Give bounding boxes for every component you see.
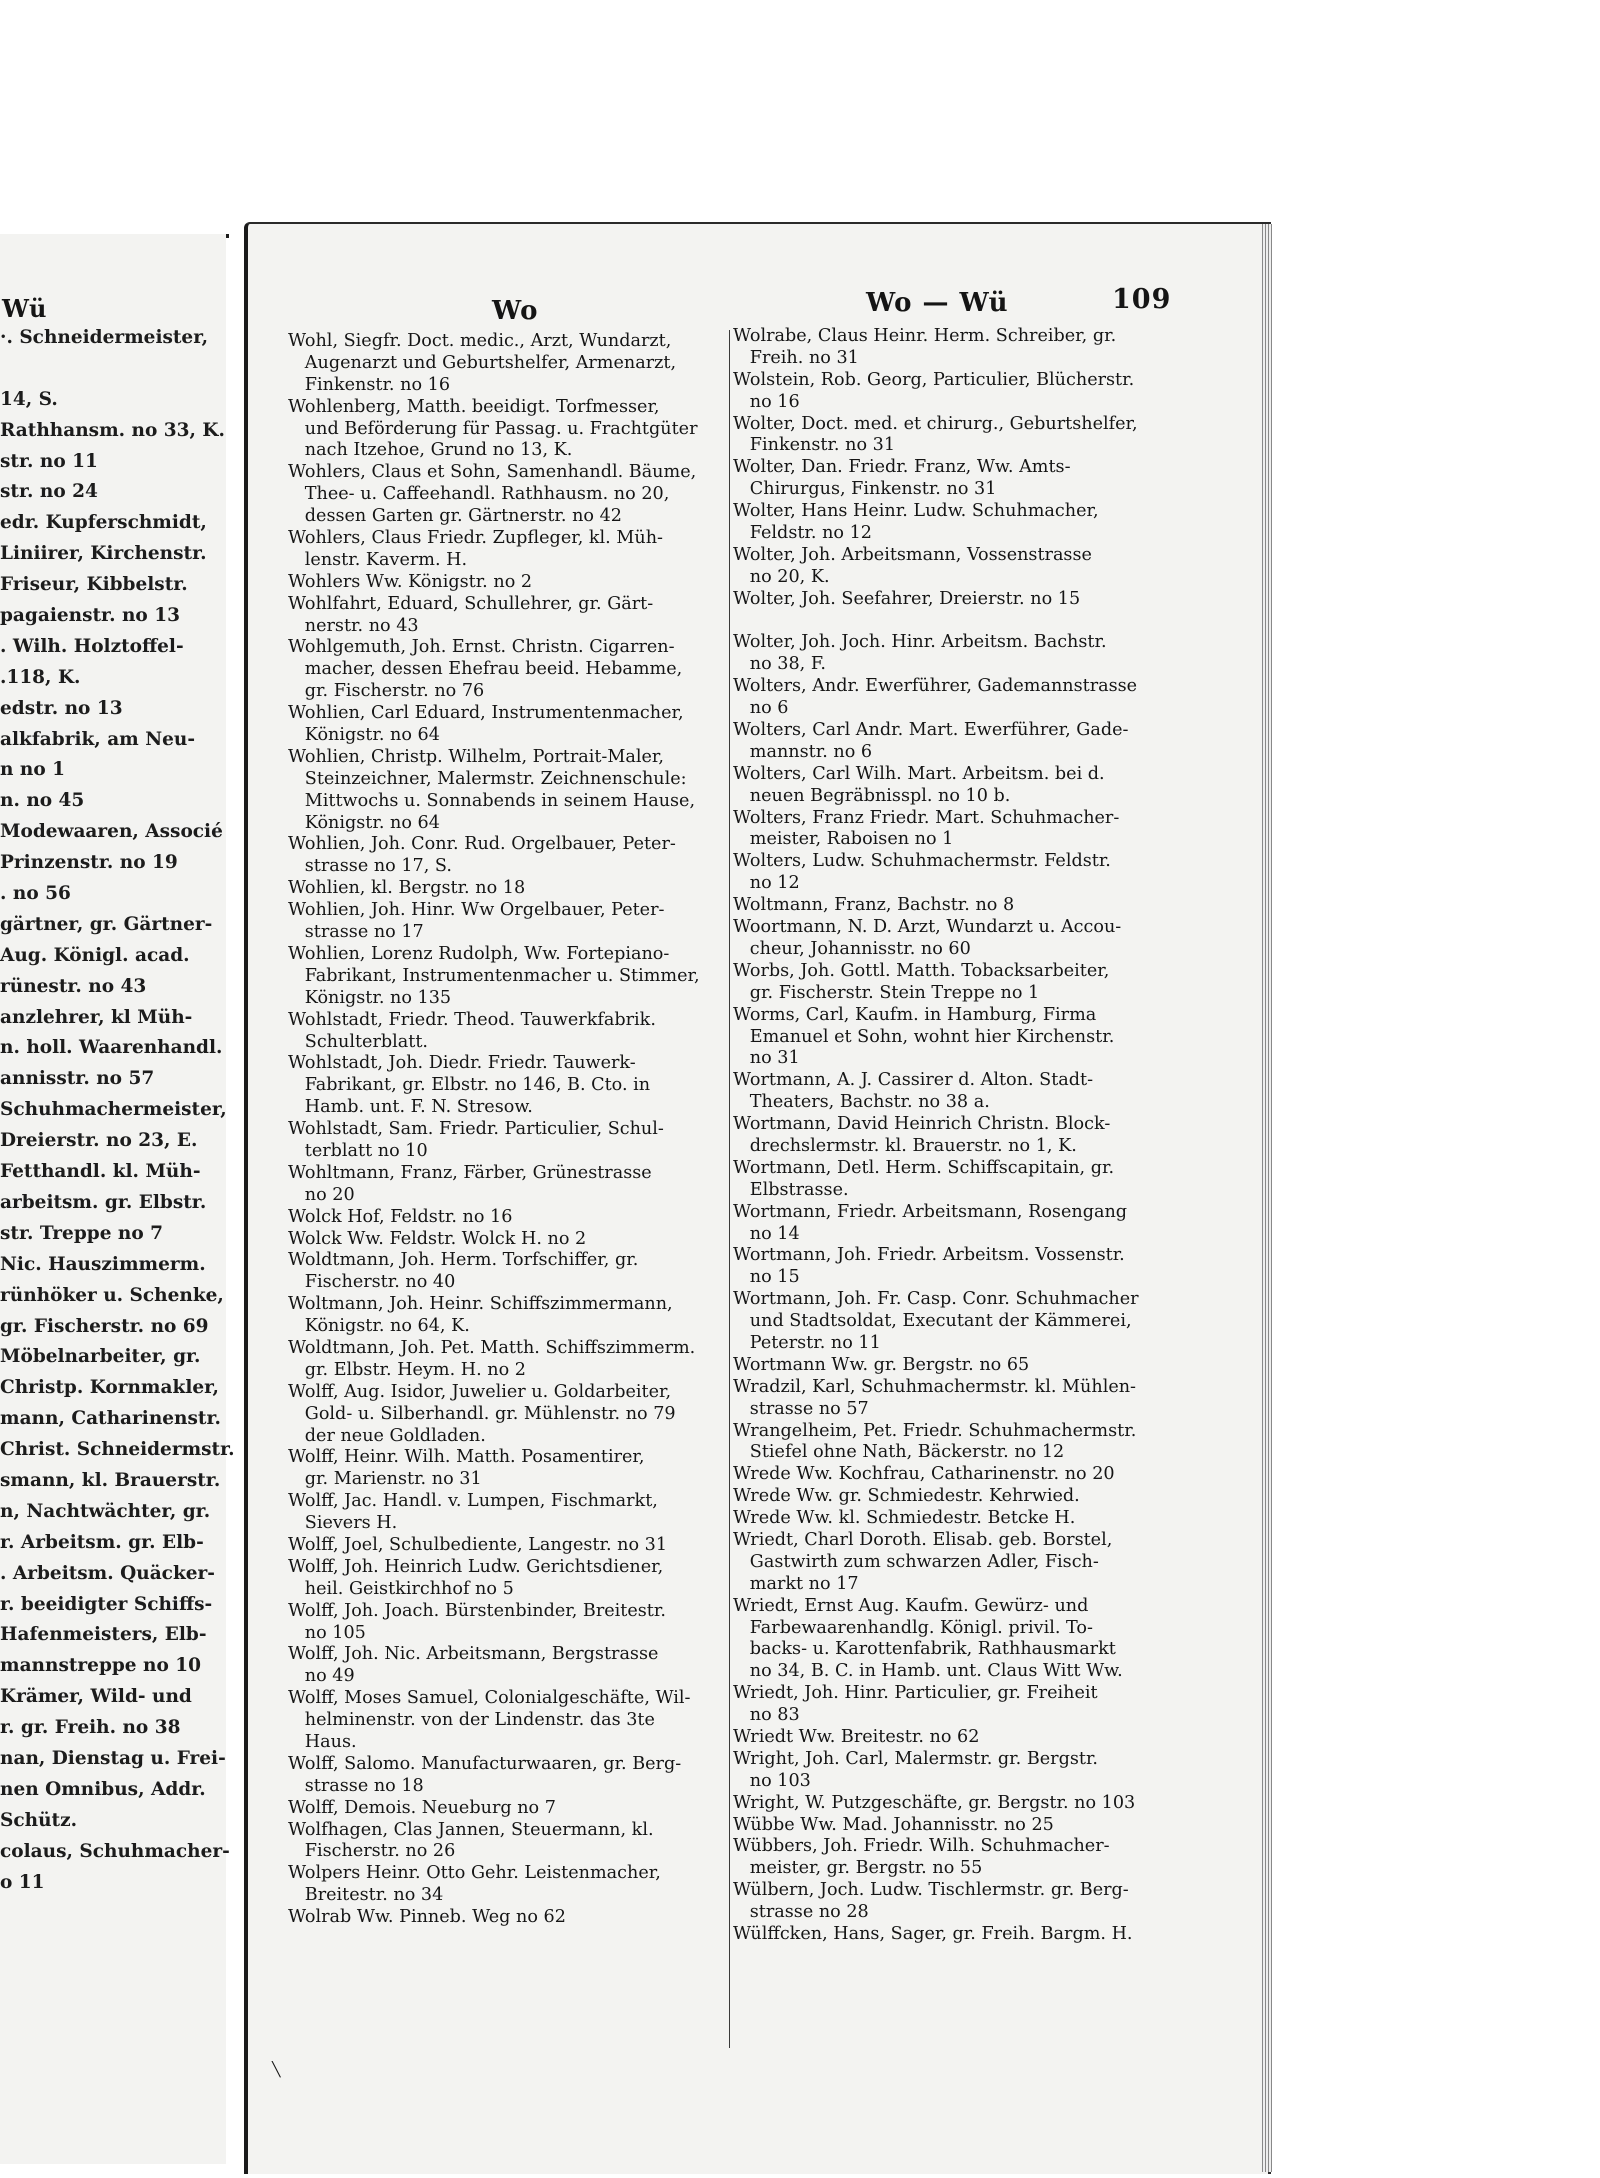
directory-entry-line: str. Treppe no 7 <box>0 1222 164 1244</box>
directory-entry-line: Wohlien, Christp. Wilhelm, Portrait-Maler, <box>288 746 664 767</box>
directory-entry-line: nach Itzehoe, Grund no 13, K. <box>288 440 573 461</box>
directory-entry-line: strasse no 28 <box>733 1902 869 1923</box>
middle-column-entries <box>288 331 700 1929</box>
directory-entry-line: Schuhmachermeister, <box>0 1099 227 1121</box>
directory-entry-line: Wradzil, Karl, Schuhmachermstr. kl. Mühlen- <box>733 1376 1137 1397</box>
directory-entry-line: . Arbeitsm. Quäcker- <box>0 1562 215 1584</box>
directory-entry-line: Sievers H. <box>288 1513 398 1534</box>
directory-entry-line: strasse no 17, S. <box>288 856 452 877</box>
directory-entry-line: Wohl, Siegfr. Doct. medic., Arzt, Wundarzt, <box>288 331 672 351</box>
directory-entry-line: Fetthandl. kl. Müh- <box>0 1161 201 1183</box>
directory-entry-line: Wriedt, Charl Doroth. Elisab. geb. Borstel, <box>733 1529 1113 1550</box>
directory-entry-line: Haus. <box>288 1732 357 1752</box>
directory-entry-line: Wolter, Dan. Friedr. Franz, Ww. Amts- <box>733 457 1071 478</box>
left-page-entries <box>0 323 235 1898</box>
directory-entry-line: lenstr. Kaverm. H. <box>288 549 468 570</box>
directory-entry-line: heil. Geistkirchhof no 5 <box>288 1578 514 1599</box>
directory-entry-line: Wohlers, Claus et Sohn, Samenhandl. Bäume, <box>288 462 697 483</box>
directory-entry-line: Wriedt, Joh. Hinr. Particulier, gr. Freiheit <box>733 1683 1098 1704</box>
directory-entry-line: Woldtmann, Joh. Pet. Matth. Schiffszimmerm. <box>288 1337 696 1358</box>
directory-entry-line <box>0 354 235 385</box>
directory-entry-line: Krämer, Wild- und <box>0 1686 192 1708</box>
right-page-header-right: Wo — Wü <box>866 288 1009 318</box>
directory-entry-line: Wriedt Ww. Breitestr. no 62 <box>733 1727 980 1747</box>
directory-entry-line: Wohlien, Joh. Conr. Rud. Orgelbauer, Peter- <box>288 834 676 855</box>
directory-entry-line: r. beeidigter Schiffs- <box>0 1593 213 1615</box>
directory-entry-line: Wortmann, Joh. Friedr. Arbeitsm. Vossenstr. <box>733 1245 1125 1266</box>
directory-entry-line: Wolfhagen, Clas Jannen, Steuermann, kl. <box>288 1819 654 1840</box>
directory-entry-line: Chirurgus, Finkenstr. no 31 <box>733 479 997 500</box>
directory-entry-line: Wolff, Salomo. Manufacturwaaren, gr. Berg- <box>288 1753 682 1774</box>
directory-entry-line: Wohlien, kl. Bergstr. no 18 <box>288 878 526 899</box>
directory-entry-line: Woltmann, Franz, Bachstr. no 8 <box>733 895 1015 916</box>
directory-entry-line: str. no 24 <box>0 481 98 503</box>
directory-entry-line: no 20 <box>288 1184 355 1205</box>
directory-entry-line: mann, Catharinenstr. <box>0 1408 221 1430</box>
directory-entry-line: no 6 <box>733 698 789 719</box>
directory-entry-line: nerstr. no 43 <box>288 615 419 636</box>
directory-entry-line: Wolff, Moses Samuel, Colonialgeschäfte, Wil- <box>288 1688 691 1709</box>
left-page-header: Wü <box>2 294 48 323</box>
directory-entry-line: rünestr. no 43 <box>0 975 147 997</box>
directory-entry-line: no 38, F. <box>733 654 826 675</box>
directory-entry-line: Wohlstadt, Sam. Friedr. Particulier, Schul- <box>288 1119 664 1140</box>
directory-entry-line: Wortmann, Detl. Herm. Schiffscapitain, gr. <box>733 1157 1115 1178</box>
directory-entry-line: no 12 <box>733 873 800 894</box>
directory-entry-line: n. no 45 <box>0 790 85 812</box>
directory-entry-line: Gold- u. Silberhandl. gr. Mühlenstr. no 79 <box>288 1403 676 1424</box>
directory-entry-line: Königstr. no 64 <box>288 812 440 833</box>
directory-entry-line: cheur, Johannisstr. no 60 <box>733 938 971 959</box>
directory-entry-line: . no 56 <box>0 883 71 905</box>
directory-entry-line: Wohlers, Claus Friedr. Zupfleger, kl. Müh- <box>288 528 663 549</box>
directory-entry-line: Fabrikant, gr. Elbstr. no 146, B. Cto. in <box>288 1075 651 1096</box>
directory-entry-line: Peterstr. no 11 <box>733 1332 881 1353</box>
directory-entry-line: neuen Begräbnisspl. no 10 b. <box>733 785 1011 806</box>
directory-entry-line: macher, dessen Ehefrau beeid. Hebamme, <box>288 659 683 680</box>
directory-entry-line: Christ. Schneidermstr. <box>0 1439 235 1461</box>
directory-entry-line: Breitestr. no 34 <box>288 1885 444 1906</box>
page-fore-edge <box>1262 224 1272 2172</box>
directory-entry-line: Woortmann, N. D. Arzt, Wundarzt u. Accou- <box>733 917 1122 938</box>
directory-entry-line: Wolters, Franz Friedr. Mart. Schuhmacher- <box>733 807 1120 828</box>
directory-entry-line: Stiefel ohne Nath, Bäckerstr. no 12 <box>733 1442 1065 1463</box>
directory-entry-line: Hamb. unt. F. N. Stresow. <box>288 1097 533 1118</box>
directory-entry-line: r. Arbeitsm. gr. Elb- <box>0 1531 204 1553</box>
directory-entry-line: Prinzenstr. no 19 <box>0 852 178 874</box>
directory-entry-line: Königstr. no 64 <box>288 725 440 746</box>
directory-entry-line: Wolff, Aug. Isidor, Juwelier u. Goldarbeiter, <box>288 1381 672 1402</box>
directory-entry-line: edr. Kupferschmidt, <box>0 512 207 534</box>
directory-entry-line: Wright, Joh. Carl, Malermstr. gr. Bergstr. <box>733 1748 1099 1769</box>
directory-entry-line: Wolstein, Rob. Georg, Particulier, Blücherstr. <box>733 369 1135 390</box>
directory-entry-line: Fabrikant, Instrumentenmacher u. Stimmer, <box>288 965 700 986</box>
directory-entry-line: no 16 <box>733 391 800 412</box>
directory-entry-line: Wolff, Joel, Schulbediente, Langestr. no 31 <box>288 1534 668 1555</box>
directory-entry-line: Schulterblatt. <box>288 1031 428 1052</box>
directory-entry-line: Wolff, Joh. Joach. Bürstenbinder, Breitestr. <box>288 1600 666 1621</box>
directory-entry-line: Feldstr. no 12 <box>733 523 872 544</box>
directory-entry-line: Schütz. <box>0 1809 78 1831</box>
directory-entry-line: n. holl. Waarenhandl. <box>0 1037 223 1059</box>
directory-entry-line: Wübbers, Joh. Friedr. Wilh. Schuhmacher- <box>733 1836 1110 1857</box>
directory-entry-line: Wolff, Heinr. Wilh. Matth. Posamentirer, <box>288 1447 645 1468</box>
directory-entry-line: der neue Goldladen. <box>288 1425 486 1446</box>
directory-entry-line: Wohlfahrt, Eduard, Schullehrer, gr. Gärt- <box>288 593 654 614</box>
directory-entry-line: gr. Elbstr. Heym. H. no 2 <box>288 1359 526 1380</box>
directory-entry-line: Wolter, Joh. Arbeitsmann, Vossenstrasse <box>733 544 1092 565</box>
directory-entry-line: markt no 17 <box>733 1573 859 1594</box>
right-column-entries <box>733 326 1139 1946</box>
directory-entry-line: strasse no 18 <box>288 1775 424 1796</box>
directory-entry-line: r. gr. Freih. no 38 <box>0 1717 181 1739</box>
directory-entry-line: rünhöker u. Schenke, <box>0 1284 224 1306</box>
directory-entry-line: Wortmann, Friedr. Arbeitsmann, Rosengang <box>733 1201 1128 1222</box>
directory-entry-line: Freih. no 31 <box>733 347 859 368</box>
page-number: 109 <box>1112 284 1172 315</box>
directory-entry-line: no 103 <box>733 1770 811 1791</box>
directory-entry-line: .118, K. <box>0 666 81 688</box>
directory-entry-line: Worbs, Joh. Gottl. Matth. Tobacksarbeiter, <box>733 960 1110 981</box>
directory-entry-line: Finkenstr. no 16 <box>288 374 451 395</box>
directory-entry-line: Wolck Hof, Feldstr. no 16 <box>288 1206 513 1227</box>
directory-entry-line: nen Omnibus, Addr. <box>0 1778 206 1800</box>
directory-entry-line: Wolpers Heinr. Otto Gehr. Leistenmacher, <box>288 1863 661 1884</box>
directory-entry-line: Wortmann, Joh. Fr. Casp. Conr. Schuhmacher <box>733 1289 1139 1310</box>
directory-entry-line: strasse no 17 <box>288 922 424 943</box>
directory-entry-line: n no 1 <box>0 759 65 781</box>
directory-entry-line: Woltmann, Joh. Heinr. Schiffszimmermann, <box>288 1294 673 1315</box>
directory-entry-line: Wülbern, Joch. Ludw. Tischlermstr. gr. Berg- <box>733 1880 1129 1901</box>
directory-entry-line: 14, S. <box>0 388 58 410</box>
directory-entry-line: Emanuel et Sohn, wohnt hier Kirchenstr. <box>733 1026 1115 1047</box>
directory-entry-line: Wolff, Joh. Nic. Arbeitsmann, Bergstrasse <box>288 1644 659 1665</box>
directory-entry-line: Königstr. no 135 <box>288 987 452 1008</box>
directory-entry-line: Königstr. no 64, K. <box>288 1316 470 1337</box>
directory-entry-line: Wolter, Doct. med. et chirurg., Geburtshelfer, <box>733 413 1138 434</box>
directory-entry-line: Wolff, Demois. Neueburg no 7 <box>288 1797 556 1818</box>
directory-entry-line: Hafenmeisters, Elb- <box>0 1624 207 1646</box>
directory-entry-line: annisstr. no 57 <box>0 1068 155 1090</box>
directory-entry-line: nan, Dienstag u. Frei- <box>0 1747 226 1769</box>
directory-entry-line: no 49 <box>288 1666 355 1687</box>
directory-entry-line: no 14 <box>733 1223 800 1244</box>
directory-entry-line: Aug. Königl. acad. <box>0 944 190 966</box>
directory-entry-line: Finkenstr. no 31 <box>733 435 896 456</box>
directory-entry-line: strasse no 57 <box>733 1398 869 1419</box>
directory-entry-line: colaus, Schuhmacher- <box>0 1840 230 1862</box>
directory-entry-line: Wolck Ww. Feldstr. Wolck H. no 2 <box>288 1228 587 1249</box>
directory-entry-line: Wolff, Joh. Heinrich Ludw. Gerichtsdiener, <box>288 1556 664 1577</box>
directory-entry-line: edstr. no 13 <box>0 697 123 719</box>
directory-entry-line: Möbelnarbeiter, gr. <box>0 1346 201 1368</box>
directory-entry-line: no 83 <box>733 1705 800 1726</box>
directory-entry-line: Wortmann Ww. gr. Bergstr. no 65 <box>733 1354 1030 1375</box>
directory-entry-line: Fischerstr. no 40 <box>288 1272 456 1293</box>
directory-entry-line: Wolrabe, Claus Heinr. Herm. Schreiber, gr. <box>733 326 1117 346</box>
directory-entry-line: Wriedt, Ernst Aug. Kaufm. Gewürz- und <box>733 1595 1089 1616</box>
directory-entry-line: str. no 11 <box>0 450 98 472</box>
directory-entry-line: Wohlenberg, Matth. beeidigt. Torfmesser, <box>288 396 660 417</box>
directory-entry-line: backs- u. Karottenfabrik, Rathhausmarkt <box>733 1639 1116 1660</box>
directory-entry-line: no 31 <box>733 1048 800 1069</box>
directory-entry-line: Wolter, Hans Heinr. Ludw. Schuhmacher, <box>733 501 1099 522</box>
directory-entry-line: Wright, W. Putzgeschäfte, gr. Bergstr. no 103 <box>733 1792 1136 1813</box>
directory-entry-line: Woldtmann, Joh. Herm. Torfschiffer, gr. <box>288 1250 639 1271</box>
directory-entry-line: und Stadtsoldat, Executant der Kämmerei, <box>733 1311 1132 1332</box>
directory-entry-line: Wülffcken, Hans, Sager, gr. Freih. Bargm. H. <box>733 1924 1133 1945</box>
directory-entry-line: mannstr. no 6 <box>733 741 873 762</box>
directory-entry-line: Fischerstr. no 26 <box>288 1841 456 1862</box>
directory-entry-line: Wohlien, Carl Eduard, Instrumentenmacher, <box>288 703 684 724</box>
directory-entry-line: Wolrab Ww. Pinneb. Weg no 62 <box>288 1907 566 1928</box>
directory-entry-line: meister, Raboisen no 1 <box>733 829 954 850</box>
directory-entry-line: no 20, K. <box>733 566 830 587</box>
directory-entry-line: Liniirer, Kirchenstr. <box>0 543 207 565</box>
directory-entry-line: Wübbe Ww. Mad. Johannisstr. no 25 <box>733 1814 1054 1835</box>
directory-entry-line: dessen Garten gr. Gärtnerstr. no 42 <box>288 506 622 527</box>
directory-entry-line: gr. Fischerstr. Stein Treppe no 1 <box>733 982 1040 1003</box>
directory-entry-line: Nic. Hauszimmerm. <box>0 1253 206 1275</box>
directory-entry-line: und Beförderung für Passag. u. Frachtgüter <box>288 418 698 439</box>
directory-entry-line: Christp. Kornmakler, <box>0 1377 219 1399</box>
directory-entry-line: Modewaaren, Associé <box>0 821 223 843</box>
directory-entry-line: gr. Fischerstr. no 69 <box>0 1315 209 1337</box>
directory-entry-line: Wohlers Ww. Königstr. no 2 <box>288 571 533 592</box>
directory-entry-line: Wohlgemuth, Joh. Ernst. Christn. Cigarren- <box>288 637 675 658</box>
directory-entry-line: gr. Fischerstr. no 76 <box>288 681 485 702</box>
directory-entry-line: Wohlien, Joh. Hinr. Ww Orgelbauer, Peter- <box>288 900 665 921</box>
directory-entry-line: Augenarzt und Geburtshelfer, Armenarzt, <box>288 352 677 373</box>
directory-entry-line <box>733 611 1139 633</box>
directory-entry-line: . Wilh. Holztoffel- <box>0 635 184 657</box>
directory-entry-line: Wohlstadt, Joh. Diedr. Friedr. Tauwerk- <box>288 1053 636 1074</box>
directory-entry-line: Wolters, Ludw. Schuhmachermstr. Feldstr. <box>733 851 1111 872</box>
directory-entry-line: smann, kl. Brauerstr. <box>0 1469 221 1491</box>
directory-entry-line: Wolter, Joh. Seefahrer, Dreierstr. no 15 <box>733 588 1081 609</box>
column-divider <box>729 330 730 2048</box>
directory-entry-line: mannstreppe no 10 <box>0 1655 201 1677</box>
directory-entry-line: Wolff, Jac. Handl. v. Lumpen, Fischmarkt, <box>288 1491 658 1512</box>
directory-entry-line: Wolters, Andr. Ewerführer, Gademannstrasse <box>733 676 1138 697</box>
directory-entry-line: anzlehrer, kl Müh- <box>0 1006 193 1028</box>
directory-entry-line: no 15 <box>733 1267 800 1288</box>
directory-entry-line: no 105 <box>288 1622 366 1643</box>
directory-entry-line: Wortmann, A. J. Cassirer d. Alton. Stadt- <box>733 1070 1094 1091</box>
directory-entry-line: Wolters, Carl Andr. Mart. Ewerführer, Gade- <box>733 720 1129 741</box>
right-page-header-left: Wo <box>492 296 539 326</box>
directory-entry-line: Wortmann, David Heinrich Christn. Block- <box>733 1114 1111 1135</box>
directory-entry-line: Wrangelheim, Pet. Friedr. Schuhmachermstr. <box>733 1420 1137 1441</box>
directory-entry-line: Wohlstadt, Friedr. Theod. Tauwerkfabrik. <box>288 1009 656 1030</box>
directory-entry-line: Wrede Ww. kl. Schmiedestr. Betcke H. <box>733 1508 1076 1529</box>
directory-entry-line: Dreierstr. no 23, E. <box>0 1130 198 1152</box>
directory-entry-line: terblatt no 10 <box>288 1140 428 1161</box>
directory-entry-line: helminenstr. von der Lindenstr. das 3te <box>288 1710 655 1731</box>
directory-entry-line: Farbewaarenhandlg. Königl. privil. To- <box>733 1617 1093 1638</box>
directory-entry-line: Wohlien, Lorenz Rudolph, Ww. Fortepiano- <box>288 943 670 964</box>
directory-entry-line: n, Nachtwächter, gr. <box>0 1500 211 1522</box>
directory-entry-line: Thee- u. Caffeehandl. Rathhausm. no 20, <box>288 484 670 505</box>
directory-entry-line: Mittwochs u. Sonnabends in seinem Hause, <box>288 790 696 811</box>
directory-entry-line: Wolter, Joh. Joch. Hinr. Arbeitsm. Bachstr. <box>733 632 1107 653</box>
directory-entry-line: gr. Marienstr. no 31 <box>288 1469 482 1490</box>
directory-entry-line: Rathhansm. no 33, K. <box>0 419 225 441</box>
directory-entry-line: gärtner, gr. Gärtner- <box>0 913 213 935</box>
directory-entry-line: no 34, B. C. in Hamb. unt. Claus Witt Ww. <box>733 1661 1123 1682</box>
directory-entry-line: Friseur, Kibbelstr. <box>0 574 188 596</box>
directory-entry-line: Wohltmann, Franz, Färber, Grünestrasse <box>288 1162 652 1183</box>
directory-entry-line: alkfabrik, am Neu- <box>0 728 195 750</box>
directory-entry-line: drechslermstr. kl. Brauerstr. no 1, K. <box>733 1135 1077 1156</box>
directory-entry-line: Wrede Ww. Kochfrau, Catharinenstr. no 20 <box>733 1464 1115 1485</box>
directory-entry-line: Gastwirth zum schwarzen Adler, Fisch- <box>733 1551 1099 1572</box>
directory-entry-line: o 11 <box>0 1871 45 1893</box>
directory-entry-line: ·. Schneidermeister, <box>0 327 209 348</box>
ink-speck: ╲ <box>272 2062 281 2078</box>
directory-entry-line: Worms, Carl, Kaufm. in Hamburg, Firma <box>733 1004 1097 1025</box>
directory-entry-line: Wolters, Carl Wilh. Mart. Arbeitsm. bei d. <box>733 763 1105 784</box>
directory-entry-line: Steinzeichner, Malermstr. Zeichnenschule: <box>288 768 687 789</box>
directory-entry-line: pagaienstr. no 13 <box>0 605 180 627</box>
directory-entry-line: meister, gr. Bergstr. no 55 <box>733 1858 983 1879</box>
directory-entry-line: Theaters, Bachstr. no 38 a. <box>733 1092 990 1113</box>
directory-entry-line: arbeitsm. gr. Elbstr. <box>0 1191 207 1213</box>
directory-entry-line: Wrede Ww. gr. Schmiedestr. Kehrwied. <box>733 1486 1080 1507</box>
directory-entry-line: Elbstrasse. <box>733 1179 849 1200</box>
